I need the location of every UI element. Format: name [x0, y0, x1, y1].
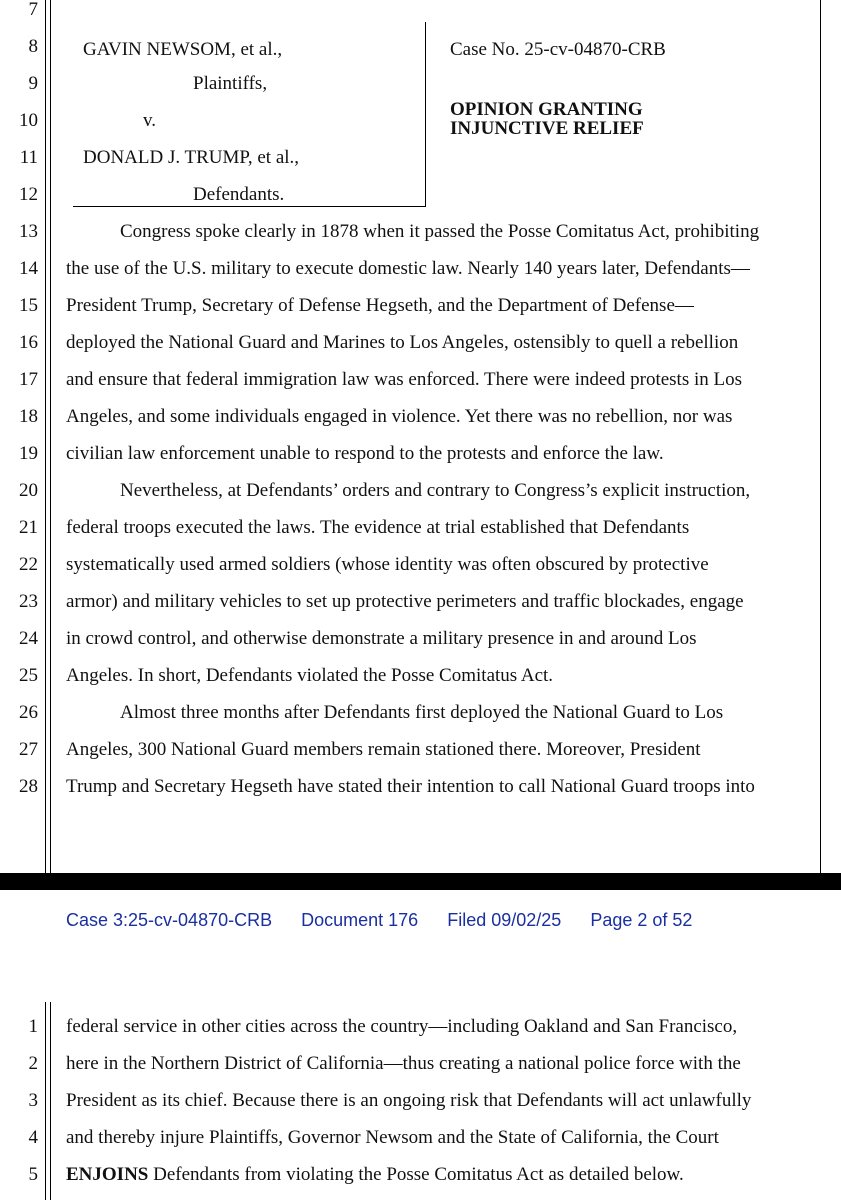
line-number: 27 [19, 739, 38, 760]
body-line: civilian law enforcement unable to respond to the protests and enforce the law. [66, 443, 664, 464]
filed-date: Filed 09/02/25 [447, 910, 562, 930]
line-number: 22 [19, 554, 38, 575]
defendant-name: DONALD J. TRUMP, et al., [83, 147, 300, 168]
margin-rule [820, 0, 821, 873]
caption-bottom-rule [73, 206, 426, 207]
body-line: in crowd control, and otherwise demonstrate a military presence in and around Los [66, 628, 697, 649]
line-number: 11 [19, 147, 38, 168]
line-number: 14 [19, 258, 38, 279]
line-number: 16 [19, 332, 38, 353]
body-line: systematically used armed soldiers (whose identity was often obscured by protective [66, 554, 709, 575]
margin-rule [50, 1002, 51, 1200]
line-number: 2 [28, 1053, 38, 1074]
line-number: 26 [19, 702, 38, 723]
page-separator [0, 873, 841, 890]
case-header [66, 910, 692, 932]
plaintiff-role: Plaintiffs, [193, 73, 268, 94]
enjoins-emphasis: ENJOINS [66, 1164, 149, 1185]
line-number: 25 [19, 665, 38, 686]
body-line: armor) and military vehicles to set up protective perimeters and traffic blockades, engage [66, 591, 744, 612]
line-number: 9 [28, 73, 38, 94]
body-line-rest: Defendants from violating the Posse Comitatus Act as detailed below. [148, 1164, 684, 1185]
body-line: Nevertheless, at Defendants’ orders and contrary to Congress’s explicit instruction, [120, 480, 751, 501]
body-line: and ensure that federal immigration law was enforced. There were indeed protests in Los [66, 369, 743, 390]
caption-divider-rule [425, 22, 426, 207]
body-line: Almost three months after Defendants first deployed the National Guard to Los [120, 702, 724, 723]
line-number: 3 [28, 1090, 38, 1111]
versus: v. [143, 110, 157, 131]
line-number: 18 [19, 406, 38, 427]
case-number-header: Case 3:25-cv-04870-CRB [66, 910, 273, 930]
line-number: 10 [19, 110, 38, 131]
body-line: President Trump, Secretary of Defense Hegseth, and the Department of Defense— [66, 295, 694, 316]
document-number: Document 176 [301, 910, 419, 930]
line-number: 24 [19, 628, 38, 649]
margin-rule [50, 0, 51, 873]
body-line: Angeles. In short, Defendants violated the Posse Comitatus Act. [66, 665, 554, 686]
line-number: 7 [28, 0, 38, 20]
body-line: Angeles, 300 National Guard members remain stationed there. Moreover, President [66, 739, 701, 760]
body-line: here in the Northern District of California—thus creating a national police force with the [66, 1053, 741, 1074]
body-line: deployed the National Guard and Marines to Los Angeles, ostensibly to quell a rebellion [66, 332, 739, 353]
margin-rule [45, 1002, 46, 1200]
line-number: 17 [19, 369, 38, 390]
line-number: 8 [28, 36, 38, 57]
line-number: 4 [28, 1127, 38, 1148]
margin-rule [45, 0, 46, 873]
case-number: Case No. 25-cv-04870-CRB [450, 39, 666, 60]
line-number: 12 [19, 184, 38, 205]
plaintiff-name: GAVIN NEWSOM, et al., [83, 39, 283, 60]
body-line-final [66, 1165, 801, 1185]
body-line: President as its chief. Because there is an ongoing risk that Defendants will act unlawfully [66, 1090, 752, 1111]
page-two [0, 890, 841, 1200]
body-line: Angeles, and some individuals engaged in violence. Yet there was no rebellion, nor was [66, 406, 733, 427]
defendant-role: Defendants. [193, 184, 285, 205]
body-line: and thereby injure Plaintiffs, Governor Newsom and the State of California, the Court [66, 1127, 719, 1148]
line-number: 20 [19, 480, 38, 501]
line-number: 1 [28, 1016, 38, 1037]
line-number: 19 [19, 443, 38, 464]
line-number: 15 [19, 295, 38, 316]
line-number: 5 [28, 1164, 38, 1185]
body-line: federal service in other cities across the country—including Oakland and San Francisco, [66, 1016, 738, 1037]
line-number: 21 [19, 517, 38, 538]
line-number: 13 [19, 221, 38, 242]
body-line: Congress spoke clearly in 1878 when it passed the Posse Comitatus Act, prohibiting [120, 221, 760, 242]
line-number: 23 [19, 591, 38, 612]
page-indicator: Page 2 of 52 [590, 910, 693, 930]
document-title-line-1: OPINION GRANTING [450, 99, 643, 120]
body-line: the use of the U.S. military to execute domestic law. Nearly 140 years later, Defendants— [66, 258, 750, 279]
body-line: federal troops executed the laws. The evidence at trial established that Defendants [66, 517, 690, 538]
body-line: Trump and Secretary Hegseth have stated their intention to call National Guard troops into [66, 776, 755, 797]
document-title-line-2: INJUNCTIVE RELIEF [450, 118, 644, 139]
line-number: 28 [19, 776, 38, 797]
